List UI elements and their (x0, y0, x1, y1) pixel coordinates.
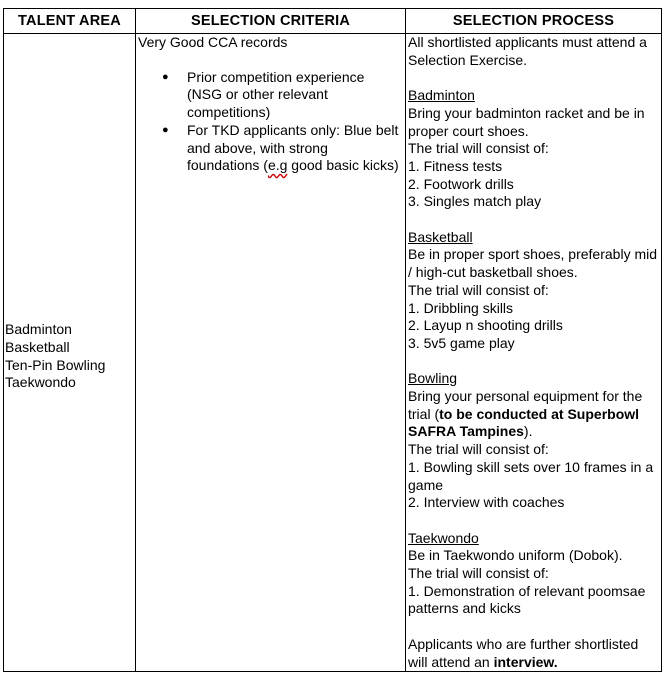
process-intro: All shortlisted applicants must attend a Selection Exercise. (408, 34, 647, 68)
trial-item: 2. Layup n shooting drills (408, 317, 563, 334)
trial-item: 3. 5v5 game play (408, 334, 515, 351)
interview-emphasis: interview. (493, 653, 558, 670)
trial-item: 1. Demonstration of relevant poomsae patterns and kicks (408, 582, 646, 617)
section-heading-bowling: Bowling (408, 370, 458, 387)
trial-item: 1. Fitness tests (408, 157, 503, 174)
selection-process-cell (406, 34, 662, 672)
talent-area-item: Basketball (5, 338, 70, 355)
talent-area-item: Ten-Pin Bowling (5, 356, 106, 373)
talent-area-cell (4, 34, 136, 672)
bowling-venue: to be conducted at Superbowl SAFRA Tampines (408, 405, 640, 440)
section-description: Be in proper sport shoes, preferably mid / high-cut basketball shoes. (408, 246, 658, 281)
header-talent-area: TALENT AREA (4, 9, 136, 34)
trial-item: 2. Footwork drills (408, 175, 514, 192)
header-selection-process: SELECTION PROCESS (406, 9, 662, 34)
closing-note (408, 636, 661, 671)
trial-intro: The trial will consist of: (408, 140, 549, 157)
bowling-desc-text: ). (523, 423, 533, 440)
section-heading-badminton: Badminton (408, 87, 475, 104)
spellcheck-flagged-word: e.g (267, 157, 288, 174)
trial-intro: The trial will consist of: (408, 281, 549, 298)
section-description: Bring your badminton racket and be in proper court shoes. (408, 104, 645, 139)
trial-item: 3. Singles match play (408, 193, 542, 210)
closing-text: Applicants who are further shortlisted will attend an (408, 635, 639, 670)
section-heading-taekwondo: Taekwondo (408, 529, 479, 546)
talent-area-item: Badminton (5, 321, 72, 338)
trial-item: 2. Interview with coaches (408, 494, 565, 511)
section-description (408, 388, 661, 441)
criteria-bullet: ● Prior competition experience (NSG or other relevant competitions) (138, 69, 405, 122)
header-selection-criteria: SELECTION CRITERIA (136, 9, 406, 34)
section-heading-basketball: Basketball (408, 228, 473, 245)
criteria-bullet (138, 122, 405, 175)
criteria-bullet-list (138, 69, 405, 175)
selection-criteria-cell (136, 34, 406, 672)
trial-item: 1. Dribbling skills (408, 299, 514, 316)
bowling-desc-text: Bring your personal equipment for the trial ( (408, 388, 643, 422)
criteria-bullet-text: good basic kicks) (287, 157, 399, 174)
trial-item: 1. Bowling skill sets over 10 frames in a game (408, 458, 654, 493)
criteria-bullet-text: For TKD applicants only: Blue belt and above, with strong foundations ( (187, 121, 399, 174)
section-description: Be in Taekwondo uniform (Dobok). (408, 547, 623, 564)
criteria-intro: Very Good CCA records (138, 34, 288, 50)
trial-intro: The trial will consist of: (408, 565, 549, 582)
talent-area-item: Taekwondo (5, 374, 76, 391)
table-row (4, 34, 662, 672)
trial-intro: The trial will consist of: (408, 441, 549, 458)
header-row (4, 9, 662, 34)
selection-table (3, 8, 662, 672)
